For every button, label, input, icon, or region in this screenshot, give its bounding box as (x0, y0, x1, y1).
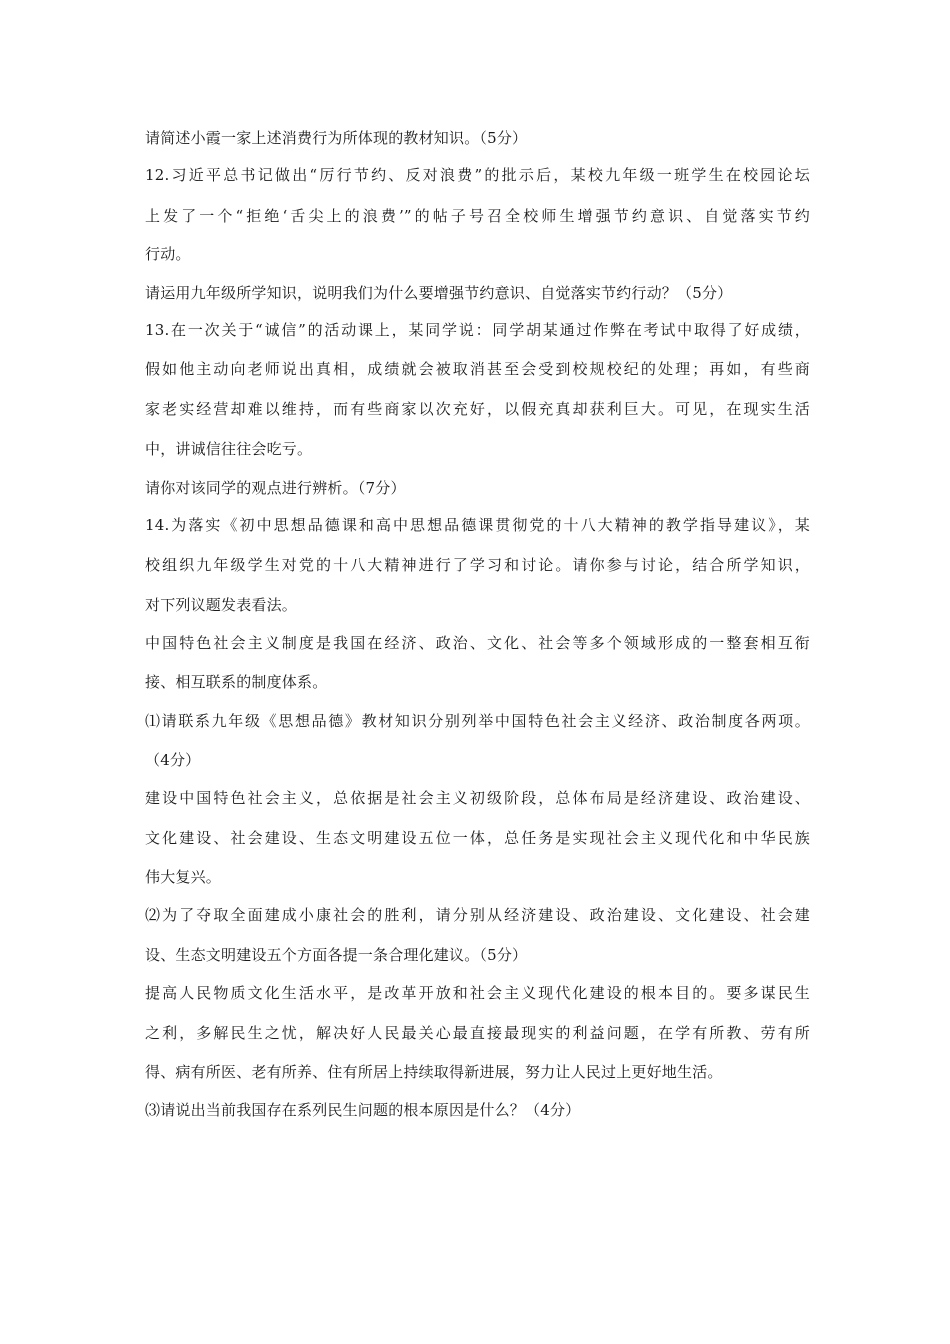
question-14-line: 14.为落实《初中思想品德课和高中思想品德课贯彻党的十八大精神的教学指导建议》，某 (145, 516, 810, 534)
text-line: 请简述小霞一家上述消费行为所体现的教材知识。（5分） (145, 129, 528, 147)
text-line: 得、病有所医、老有所养、住有所居上持续取得新进展，努力让人民过上更好地生活。 (145, 1063, 723, 1081)
sub-question-3-line: ⑶请说出当前我国存在系列民生问题的根本原因是什么？（4分） (145, 1101, 581, 1119)
text-line: 请运用九年级所学知识，说明我们为什么要增强节约意识、自觉落实节约行动？（5分） (145, 284, 733, 302)
text-line: 中，讲诚信往往会吃亏。 (145, 440, 313, 458)
text-line: 接、相互联系的制度体系。 (145, 673, 328, 691)
text-line: 之利，多解民生之忧，解决好人民最关心最直接最现实的利益问题，在学有所教、劳有所 (145, 1024, 810, 1042)
question-13-line: 13.在一次关于“诚信”的活动课上，某同学说：同学胡某通过作弊在考试中取得了好成绩， (145, 321, 810, 339)
text-line: 行动。 (145, 245, 191, 263)
text-line: 建设中国特色社会主义，总依据是社会主义初级阶段，总体布局是经济建设、政治建设、 (145, 789, 810, 807)
text-line: （4分） (145, 751, 201, 769)
sub-question-2-line: ⑵为了夺取全面建成小康社会的胜利，请分别从经济建设、政治建设、文化建设、社会建 (145, 906, 810, 924)
text-line: 假如他主动向老师说出真相，成绩就会被取消甚至会受到校规校纪的处理；再如，有些商 (145, 360, 810, 378)
text-line: 家老实经营却难以维持，而有些商家以次充好，以假充真却获利巨大。可见，在现实生活 (145, 400, 810, 418)
text-line: 设、生态文明建设五个方面各提一条合理化建议。（5分） (145, 946, 528, 964)
sub-question-1-line: ⑴请联系九年级《思想品德》教材知识分别列举中国特色社会主义经济、政治制度各两项。 (145, 712, 810, 730)
text-line: 对下列议题发表看法。 (145, 596, 298, 614)
text-line: 文化建设、社会建设、生态文明建设五位一体，总任务是实现社会主义现代化和中华民族 (145, 829, 810, 847)
question-12-line: 12.习近平总书记做出“厉行节约、反对浪费”的批示后，某校九年级一班学生在校园论坛 (145, 166, 810, 184)
text-line: 提高人民物质文化生活水平，是改革开放和社会主义现代化建设的根本目的。要多谋民生 (145, 984, 810, 1002)
text-line: 校组织九年级学生对党的十八大精神进行了学习和讨论。请你参与讨论，结合所学知识， (145, 556, 810, 574)
text-line: 请你对该同学的观点进行辨析。（7分） (145, 479, 406, 497)
text-line: 中国特色社会主义制度是我国在经济、政治、文化、社会等多个领域形成的一整套相互衔 (145, 634, 810, 652)
text-line: 伟大复兴。 (145, 868, 222, 886)
text-line: 上发了一个“拒绝‘舌尖上的浪费’”的帖子号召全校师生增强节约意识、自觉落实节约 (145, 207, 810, 225)
